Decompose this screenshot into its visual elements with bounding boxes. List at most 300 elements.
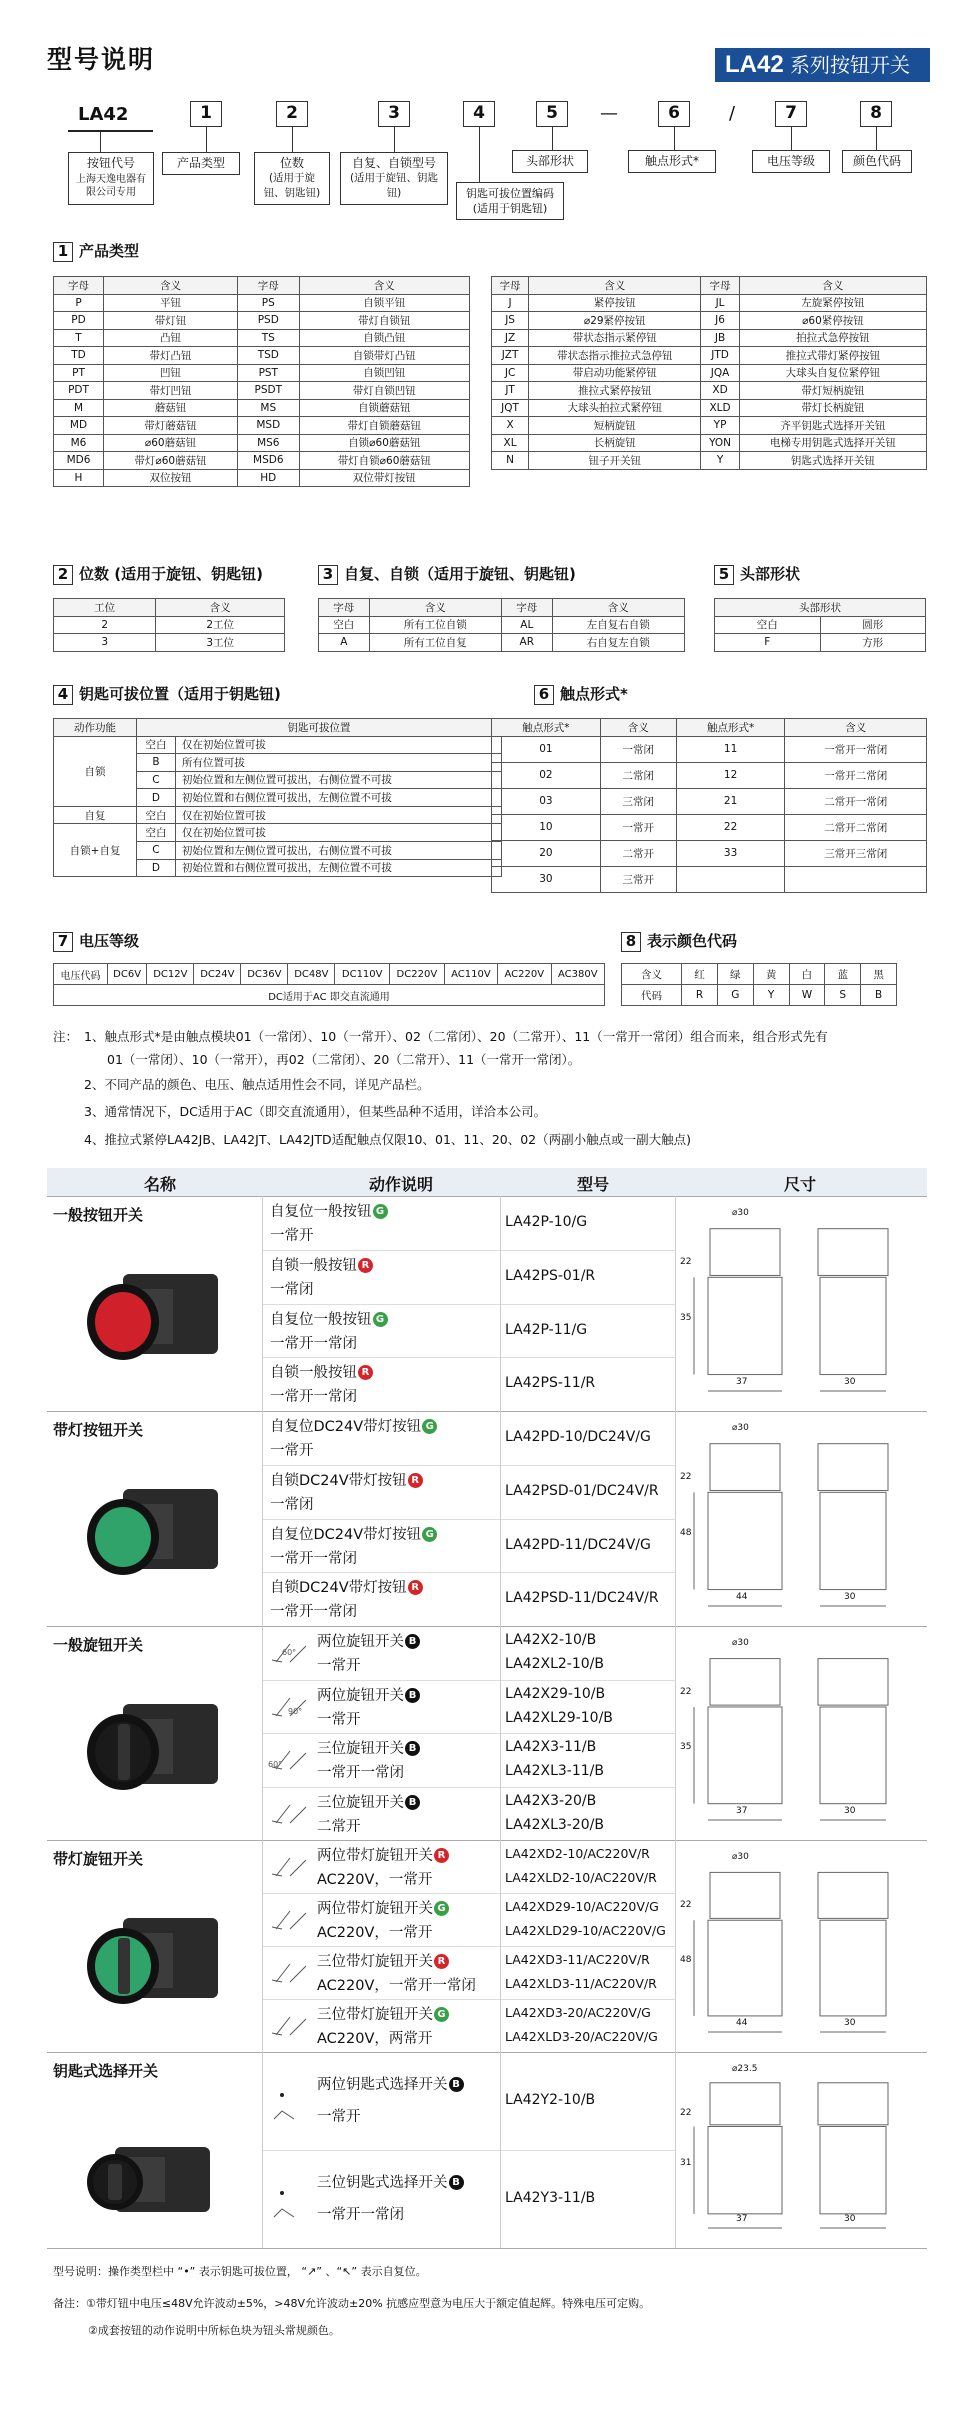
action-text: 自锁DC24V带灯按钮 bbox=[270, 1580, 407, 1597]
action-line-1 bbox=[270, 1199, 388, 1225]
item-divider bbox=[262, 1357, 675, 1358]
product-type-cell: 双位带灯按钮 bbox=[299, 469, 469, 487]
color-dot-icon: R bbox=[358, 1365, 373, 1380]
slot-dash: — bbox=[600, 103, 618, 124]
positions-header-cell: 含义 bbox=[156, 599, 285, 617]
key-position-desc: 初始位置和右侧位置可拔出，左侧位置不可拔 bbox=[175, 859, 501, 877]
product-type-cell: XLD bbox=[701, 399, 740, 417]
model-number: LA42XL29-10/B bbox=[505, 1709, 613, 1726]
group-divider bbox=[47, 1840, 927, 1841]
product-type-cell: X bbox=[492, 417, 529, 435]
action-text: 三位旋钮开关 bbox=[317, 1794, 404, 1811]
column-divider bbox=[500, 1196, 501, 2248]
product-type-cell: JQT bbox=[492, 399, 529, 417]
action-line-2: 一常闭 bbox=[270, 1496, 314, 1513]
product-type-cell: ⌀60紧停按钮 bbox=[739, 312, 926, 330]
contact-form-cell: 三常开 bbox=[600, 866, 676, 892]
series-badge bbox=[715, 48, 930, 82]
color-code-cell: 绿 bbox=[717, 964, 753, 985]
product-type-header-cell: 字母 bbox=[54, 277, 104, 295]
note-4: 4、推拉式紧停LA42JB、LA42JT、LA42JTD适配触点仅限10、01、11、20、02（两副小触点或一副大触点) bbox=[84, 1132, 692, 1147]
slot-8: 8 bbox=[860, 101, 892, 127]
key-position-code: 空白 bbox=[137, 824, 176, 842]
rotation-angle-icon bbox=[266, 2011, 314, 2041]
product-type-cell: 紧停按钮 bbox=[529, 294, 701, 312]
product-type-row bbox=[54, 347, 470, 365]
product-type-cell: PT bbox=[54, 364, 104, 382]
notes-label: 注： bbox=[53, 1029, 79, 1044]
product-type-cell: 带灯自锁蘑菇钮 bbox=[299, 417, 469, 435]
voltage-cell: DC24V bbox=[194, 964, 241, 985]
color-dot-icon: B bbox=[449, 2077, 464, 2092]
products-bottom-line bbox=[47, 2248, 927, 2249]
key-position-desc: 仅在初始位置可拔 bbox=[175, 736, 501, 754]
color-code-cell: 白 bbox=[789, 964, 825, 985]
slot-5: 5 bbox=[536, 101, 568, 127]
product-type-cell: 凸钮 bbox=[104, 329, 238, 347]
product-type-header-cell: 字母 bbox=[237, 277, 299, 295]
product-type-cell: H bbox=[54, 469, 104, 487]
contact-form-header-cell: 触点形式* bbox=[492, 719, 601, 737]
angle-label: 90° bbox=[288, 1707, 303, 1716]
contact-form-cell: 二常闭 bbox=[600, 762, 676, 788]
product-type-row bbox=[54, 417, 470, 435]
action-text: 自复位DC24V带灯按钮 bbox=[270, 1526, 422, 1543]
positions-cell: 3 bbox=[54, 634, 156, 652]
return-lock-cell: AR bbox=[501, 634, 552, 652]
item-divider bbox=[262, 1946, 675, 1947]
item-divider bbox=[262, 1519, 675, 1520]
dimension-drawing bbox=[680, 1640, 925, 1826]
contact-form-header-cell: 含义 bbox=[600, 719, 676, 737]
product-type-cell: P bbox=[54, 294, 104, 312]
header-action: 动作说明 bbox=[369, 1175, 434, 1194]
action-line-2: 一常开 bbox=[317, 2109, 361, 2125]
color-code-cell: S bbox=[825, 985, 861, 1006]
model-number: LA42P-10/G bbox=[505, 1214, 588, 1230]
product-type-row bbox=[492, 452, 927, 470]
dimension-drawing bbox=[680, 1854, 925, 2038]
product-type-header-row bbox=[492, 277, 927, 295]
section-4-title bbox=[53, 683, 281, 705]
product-type-cell: 带状态指示推拉式急停钮 bbox=[529, 347, 701, 365]
dimension-label: 30 bbox=[844, 2214, 856, 2224]
key-position-code: C bbox=[137, 842, 176, 860]
product-type-cell: MSD6 bbox=[237, 452, 299, 470]
return-lock-header-row bbox=[319, 599, 685, 617]
product-type-cell: JZ bbox=[492, 329, 529, 347]
voltage-cell: DC110V bbox=[335, 964, 390, 985]
action-line-2: 一常开一常闭 bbox=[270, 1389, 357, 1406]
item-divider bbox=[262, 1787, 675, 1788]
product-type-table-right bbox=[491, 276, 927, 470]
dimension-label: ⌀30 bbox=[732, 1852, 749, 1862]
color-code-cell: 蓝 bbox=[825, 964, 861, 985]
product-type-cell: 蘑菇钮 bbox=[104, 399, 238, 417]
section-8-text: 表示颜色代码 bbox=[647, 932, 738, 950]
dimension-drawing bbox=[680, 1210, 925, 1397]
dimension-label: 22 bbox=[680, 1471, 692, 1482]
color-dot-icon: R bbox=[358, 1258, 373, 1273]
section-8-title bbox=[621, 930, 737, 952]
product-type-cell: PD bbox=[54, 312, 104, 330]
action-line-1 bbox=[317, 2072, 464, 2098]
voltage-cell: DC48V bbox=[288, 964, 335, 985]
product-type-cell: HD bbox=[237, 469, 299, 487]
product-type-cell: 拍拉式急停按钮 bbox=[739, 329, 926, 347]
label-return-lock bbox=[340, 152, 448, 205]
return-lock-header-cell: 字母 bbox=[501, 599, 552, 617]
voltage-cell: DC220V bbox=[390, 964, 445, 985]
product-type-cell: 凹钮 bbox=[104, 364, 238, 382]
label-positions bbox=[254, 152, 330, 205]
key-position-code: C bbox=[137, 771, 176, 789]
product-type-row bbox=[54, 452, 470, 470]
section-2-text: 位数 (适用于旋钮、钥匙钮) bbox=[79, 565, 263, 583]
key-position-code: B bbox=[137, 754, 176, 772]
color-dot-icon: R bbox=[408, 1473, 423, 1488]
item-divider bbox=[262, 1572, 675, 1573]
model-number: LA42PS-01/R bbox=[505, 1267, 596, 1284]
code-prefix: LA42 bbox=[78, 104, 129, 125]
product-type-cell: 推拉式紧停按钮 bbox=[529, 382, 701, 400]
product-type-cell: PS bbox=[237, 294, 299, 312]
product-type-cell: 带灯长柄旋钮 bbox=[739, 399, 926, 417]
color-dot-icon: G bbox=[434, 2007, 449, 2022]
action-line-2: AC220V，一常开 bbox=[317, 1925, 433, 1941]
action-line-2: 二常开 bbox=[317, 1818, 361, 1835]
color-code-cell: 黄 bbox=[753, 964, 789, 985]
product-type-cell: Y bbox=[701, 452, 740, 470]
product-type-cell: JS bbox=[492, 312, 529, 330]
product-type-cell: 钮子开关钮 bbox=[529, 452, 701, 470]
product-type-cell: 自锁平钮 bbox=[299, 294, 469, 312]
label-positions-sub: (适用于旋钮、钥匙钮) bbox=[263, 172, 321, 199]
product-category: 一般旋钮开关 bbox=[53, 1636, 144, 1654]
maker-label: 上海天逸电器有限公司专用 bbox=[76, 174, 146, 198]
product-type-cell: ⌀60蘑菇钮 bbox=[104, 434, 238, 452]
product-type-row bbox=[54, 329, 470, 347]
action-line-2: 一常开一常闭 bbox=[270, 1550, 357, 1567]
rotation-angle-icon bbox=[266, 1852, 314, 1882]
section-5-title bbox=[714, 563, 800, 585]
action-line-1 bbox=[317, 1629, 420, 1655]
positions-header-cell: 工位 bbox=[54, 599, 156, 617]
product-type-row bbox=[492, 417, 927, 435]
dimension-label: ⌀30 bbox=[732, 1423, 749, 1433]
section-3-number: 3 bbox=[318, 565, 338, 585]
product-type-cell: PDT bbox=[54, 382, 104, 400]
item-divider bbox=[262, 2150, 675, 2151]
contact-form-cell: 二常开一常闭 bbox=[785, 788, 927, 814]
section-1-number: 1 bbox=[53, 242, 73, 262]
product-type-cell: TS bbox=[237, 329, 299, 347]
contact-form-table bbox=[491, 718, 927, 893]
section-3-text: 自复、自锁（适用于旋钮、钥匙钮) bbox=[344, 565, 576, 583]
contact-form-cell: 30 bbox=[492, 866, 601, 892]
contact-form-cell bbox=[676, 866, 785, 892]
product-type-cell: 自锁蘑菇钮 bbox=[299, 399, 469, 417]
product-type-cell: JB bbox=[701, 329, 740, 347]
products-header bbox=[47, 1168, 927, 1196]
group-divider bbox=[47, 1411, 927, 1412]
product-type-cell: 带灯短柄旋钮 bbox=[739, 382, 926, 400]
model-number: LA42X3-11/B bbox=[505, 1739, 597, 1755]
key-position-code: D bbox=[137, 859, 176, 877]
section-7-title bbox=[53, 930, 139, 952]
product-type-row bbox=[492, 382, 927, 400]
model-number: LA42PD-11/DC24V/G bbox=[505, 1536, 651, 1553]
product-type-row bbox=[54, 294, 470, 312]
header-dimension: 尺寸 bbox=[784, 1175, 817, 1194]
product-type-cell: 短柄旋钮 bbox=[529, 417, 701, 435]
color-dot-icon: R bbox=[408, 1580, 423, 1595]
key-position-group: 自锁+自复 bbox=[54, 824, 137, 877]
slot-1: 1 bbox=[190, 101, 222, 127]
color-code-cell: 代码 bbox=[622, 985, 682, 1006]
label-color-code: 颜色代码 bbox=[842, 150, 912, 173]
note-2: 2、不同产品的颜色、电压、触点适用性会不同，详见产品栏。 bbox=[84, 1077, 430, 1092]
contact-form-cell: 03 bbox=[492, 788, 601, 814]
label-positions-main: 位数 bbox=[279, 156, 304, 170]
dimension-label: 30 bbox=[844, 1806, 856, 1816]
product-type-cell: 自锁凹钮 bbox=[299, 364, 469, 382]
dimension-label: 48 bbox=[680, 1527, 692, 1538]
color-code-cell: 红 bbox=[682, 964, 718, 985]
product-type-cell: T bbox=[54, 329, 104, 347]
voltage-cell: AC220V bbox=[498, 964, 551, 985]
color-code-table bbox=[621, 963, 897, 1006]
voltage-cell: AC110V bbox=[444, 964, 497, 985]
action-line-2: 一常开 bbox=[270, 1443, 314, 1459]
switch-photo-icon bbox=[70, 2132, 220, 2232]
head-shape-cell: 空白 bbox=[715, 616, 821, 634]
key-position-code: 空白 bbox=[137, 736, 176, 754]
positions-cell: 2 bbox=[54, 616, 156, 634]
item-divider bbox=[262, 1733, 675, 1734]
product-type-cell: YON bbox=[701, 434, 740, 452]
return-lock-header-cell: 字母 bbox=[319, 599, 370, 617]
item-divider bbox=[262, 1893, 675, 1894]
dimension-drawing bbox=[680, 1425, 925, 1612]
model-number: LA42PSD-01/DC24V/R bbox=[505, 1482, 659, 1499]
product-type-cell: 带灯凸钮 bbox=[104, 347, 238, 365]
dimension-drawing-icon bbox=[680, 1854, 925, 2038]
product-type-cell: 带灯自锁凹钮 bbox=[299, 382, 469, 400]
product-type-row bbox=[54, 364, 470, 382]
action-line-1 bbox=[270, 1307, 388, 1333]
product-type-cell: J bbox=[492, 294, 529, 312]
switch-angle-diagram bbox=[266, 2011, 314, 2041]
key-position-group: 自复 bbox=[54, 806, 137, 824]
contact-form-cell: 12 bbox=[676, 762, 785, 788]
positions-row bbox=[54, 634, 285, 652]
voltage-table bbox=[53, 963, 605, 1006]
slot-4: 4 bbox=[463, 101, 495, 127]
contact-form-header-cell: 含义 bbox=[785, 719, 927, 737]
dimension-label: 37 bbox=[736, 1377, 748, 1387]
contact-form-cell: 一常闭 bbox=[600, 736, 676, 762]
product-type-row bbox=[492, 312, 927, 330]
product-type-cell: N bbox=[492, 452, 529, 470]
dimension-label: 35 bbox=[680, 1742, 692, 1753]
model-number: LA42XD3-11/AC220V/R bbox=[505, 1952, 650, 1967]
column-divider bbox=[262, 1196, 263, 2248]
color-dot-icon: G bbox=[434, 1901, 449, 1916]
model-number: LA42Y2-10/B bbox=[505, 2092, 596, 2108]
product-type-cell: 双位按钮 bbox=[104, 469, 238, 487]
return-lock-row bbox=[319, 616, 685, 634]
contact-form-cell: 21 bbox=[676, 788, 785, 814]
product-type-cell: 带灯蘑菇钮 bbox=[104, 417, 238, 435]
model-number: LA42Y3-11/B bbox=[505, 2190, 596, 2206]
model-number: LA42X2-10/B bbox=[505, 1632, 597, 1648]
model-number: LA42XL3-11/B bbox=[505, 1763, 604, 1779]
action-text: 自复位一般按钮 bbox=[270, 1204, 372, 1220]
action-line-1 bbox=[317, 2002, 449, 2028]
product-type-cell: 自锁凸钮 bbox=[299, 329, 469, 347]
product-photo bbox=[78, 1244, 228, 1374]
dimension-label: 30 bbox=[844, 2018, 856, 2028]
product-type-cell: ⌀29紧停按钮 bbox=[529, 312, 701, 330]
product-type-cell: MS bbox=[237, 399, 299, 417]
color-dot-icon: R bbox=[434, 1848, 449, 1863]
rotation-angle-icon bbox=[266, 1958, 314, 1988]
voltage-cell: AC380V bbox=[551, 964, 605, 985]
action-line-1 bbox=[270, 1253, 373, 1279]
dimension-label: 30 bbox=[844, 1592, 856, 1602]
positions-table bbox=[53, 598, 285, 652]
color-dot-icon: G bbox=[373, 1204, 388, 1219]
contact-form-cell: 一常开二常闭 bbox=[785, 762, 927, 788]
dimension-label: 30 bbox=[844, 1377, 856, 1387]
switch-photo-icon bbox=[78, 1674, 228, 1804]
action-line-1 bbox=[270, 1468, 423, 1494]
note-1: 1、触点形式*是由触点模块01（一常闭）、10（一常开）、02（二常闭）、20（二常开）、11（一常开一常闭）组合而来，组合形式先有 bbox=[84, 1029, 828, 1044]
key-angle-icon bbox=[270, 2185, 310, 2225]
product-type-cell: YP bbox=[701, 417, 740, 435]
contact-form-cell: 22 bbox=[676, 814, 785, 840]
model-number: LA42P-11/G bbox=[505, 1321, 588, 1338]
color-code-cell: W bbox=[789, 985, 825, 1006]
series-text: 系列按钮开关 bbox=[790, 53, 911, 77]
action-line-2: 一常开一常闭 bbox=[270, 1604, 357, 1621]
action-text: 两位钥匙式选择开关 bbox=[317, 2077, 448, 2093]
product-photo bbox=[78, 1888, 228, 2018]
voltage-cell: 电压代码 bbox=[54, 964, 108, 985]
product-type-row bbox=[54, 312, 470, 330]
dimension-label: 35 bbox=[680, 1312, 692, 1323]
model-number: LA42XD29-10/AC220V/G bbox=[505, 1899, 659, 1914]
dimension-label: ⌀30 bbox=[732, 1638, 749, 1648]
product-type-row bbox=[54, 399, 470, 417]
dimension-drawing-icon bbox=[680, 2066, 925, 2234]
action-text: 自复位DC24V带灯按钮 bbox=[270, 1419, 422, 1435]
color-code-cell: B bbox=[861, 985, 897, 1006]
action-line-2: 一常开一常闭 bbox=[317, 2207, 404, 2223]
label-contact-form: 触点形式* bbox=[628, 150, 716, 173]
section-7-number: 7 bbox=[53, 932, 73, 952]
key-position-table bbox=[53, 718, 502, 877]
slot-2: 2 bbox=[276, 101, 308, 127]
color-code-cell: Y bbox=[753, 985, 789, 1006]
slot-6: 6 bbox=[658, 101, 690, 127]
color-code-cell: R bbox=[682, 985, 718, 1006]
product-type-cell: 带灯自锁⌀60蘑菇钮 bbox=[299, 452, 469, 470]
model-number: LA42XD2-10/AC220V/R bbox=[505, 1846, 650, 1861]
switch-photo-icon bbox=[78, 1459, 228, 1589]
rotation-angle-icon bbox=[266, 1905, 314, 1935]
product-photo bbox=[78, 1674, 228, 1804]
contact-form-cell: 三常闭 bbox=[600, 788, 676, 814]
contact-form-cell: 三常开三常闭 bbox=[785, 840, 927, 866]
key-position-desc: 仅在初始位置可拔 bbox=[175, 806, 501, 824]
product-type-cell: 自锁⌀60蘑菇钮 bbox=[299, 434, 469, 452]
contact-form-cell bbox=[785, 866, 927, 892]
footer-legend: 型号说明：操作类型栏中 “•” 表示钥匙可拔位置， “↗” 、“↖” 表示自复位。 bbox=[53, 2265, 427, 2278]
footer-remark-1: 备注：①带灯钮中电压≤48V允许波动±5%，>48V允许波动±20% 抗感应型意为电压大于额定值起辉。特殊电压可定购。 bbox=[53, 2297, 651, 2310]
contact-form-cell: 二常开二常闭 bbox=[785, 814, 927, 840]
product-type-cell: M6 bbox=[54, 434, 104, 452]
positions-cell: 2工位 bbox=[156, 616, 285, 634]
series-code: LA42 bbox=[725, 51, 784, 78]
product-type-cell: 自锁带灯凸钮 bbox=[299, 347, 469, 365]
header-name: 名称 bbox=[144, 1175, 177, 1194]
product-type-cell: JC bbox=[492, 364, 529, 382]
product-type-cell: JZT bbox=[492, 347, 529, 365]
label-return-lock-main: 自复、自锁型号 bbox=[351, 156, 436, 170]
key-position-code: 空白 bbox=[137, 806, 176, 824]
dimension-drawing-icon bbox=[680, 1640, 925, 1826]
prefix-label: 按钮代号 bbox=[86, 156, 135, 170]
action-line-1 bbox=[270, 1360, 373, 1386]
positions-cell: 3工位 bbox=[156, 634, 285, 652]
action-line-1 bbox=[317, 1736, 420, 1762]
model-number: LA42PSD-11/DC24V/R bbox=[505, 1590, 659, 1607]
contact-form-cell: 二常开 bbox=[600, 840, 676, 866]
action-line-2: 一常开一常闭 bbox=[317, 1765, 404, 1781]
product-photo bbox=[78, 1459, 228, 1589]
model-number: LA42XLD2-10/AC220V/R bbox=[505, 1870, 657, 1885]
dimension-label: 44 bbox=[736, 2018, 748, 2028]
head-shape-cell: 圆形 bbox=[820, 616, 926, 634]
model-number: LA42XL3-20/B bbox=[505, 1816, 604, 1833]
return-lock-row bbox=[319, 634, 685, 652]
model-number: LA42X3-20/B bbox=[505, 1792, 597, 1809]
page-title: 型号说明 bbox=[47, 45, 156, 74]
return-lock-table bbox=[318, 598, 685, 652]
label-product-type: 产品类型 bbox=[162, 152, 240, 175]
model-number: LA42XD3-20/AC220V/G bbox=[505, 2005, 651, 2020]
footer-remark-2: ②成套按钮的动作说明中所标色块为钮头常规颜色。 bbox=[88, 2324, 340, 2337]
dimension-label: 48 bbox=[680, 1955, 692, 1966]
return-lock-cell: 右自复左自锁 bbox=[552, 634, 684, 652]
action-text: 自复位一般按钮 bbox=[270, 1311, 372, 1328]
group-divider bbox=[47, 1196, 927, 1197]
label-head-shape: 头部形状 bbox=[512, 150, 588, 173]
contact-form-cell: 10 bbox=[492, 814, 601, 840]
contact-form-header-cell: 触点形式* bbox=[676, 719, 785, 737]
color-dot-icon: G bbox=[422, 1527, 437, 1542]
model-number: LA42XLD29-10/AC220V/G bbox=[505, 1923, 666, 1938]
product-type-cell: J6 bbox=[701, 312, 740, 330]
section-5-number: 5 bbox=[714, 565, 734, 585]
slot-3: 3 bbox=[378, 101, 410, 127]
product-type-row bbox=[492, 329, 927, 347]
contact-form-cell: 33 bbox=[676, 840, 785, 866]
product-type-cell: 带状态指示紧停钮 bbox=[529, 329, 701, 347]
dimension-drawing bbox=[680, 2066, 925, 2234]
